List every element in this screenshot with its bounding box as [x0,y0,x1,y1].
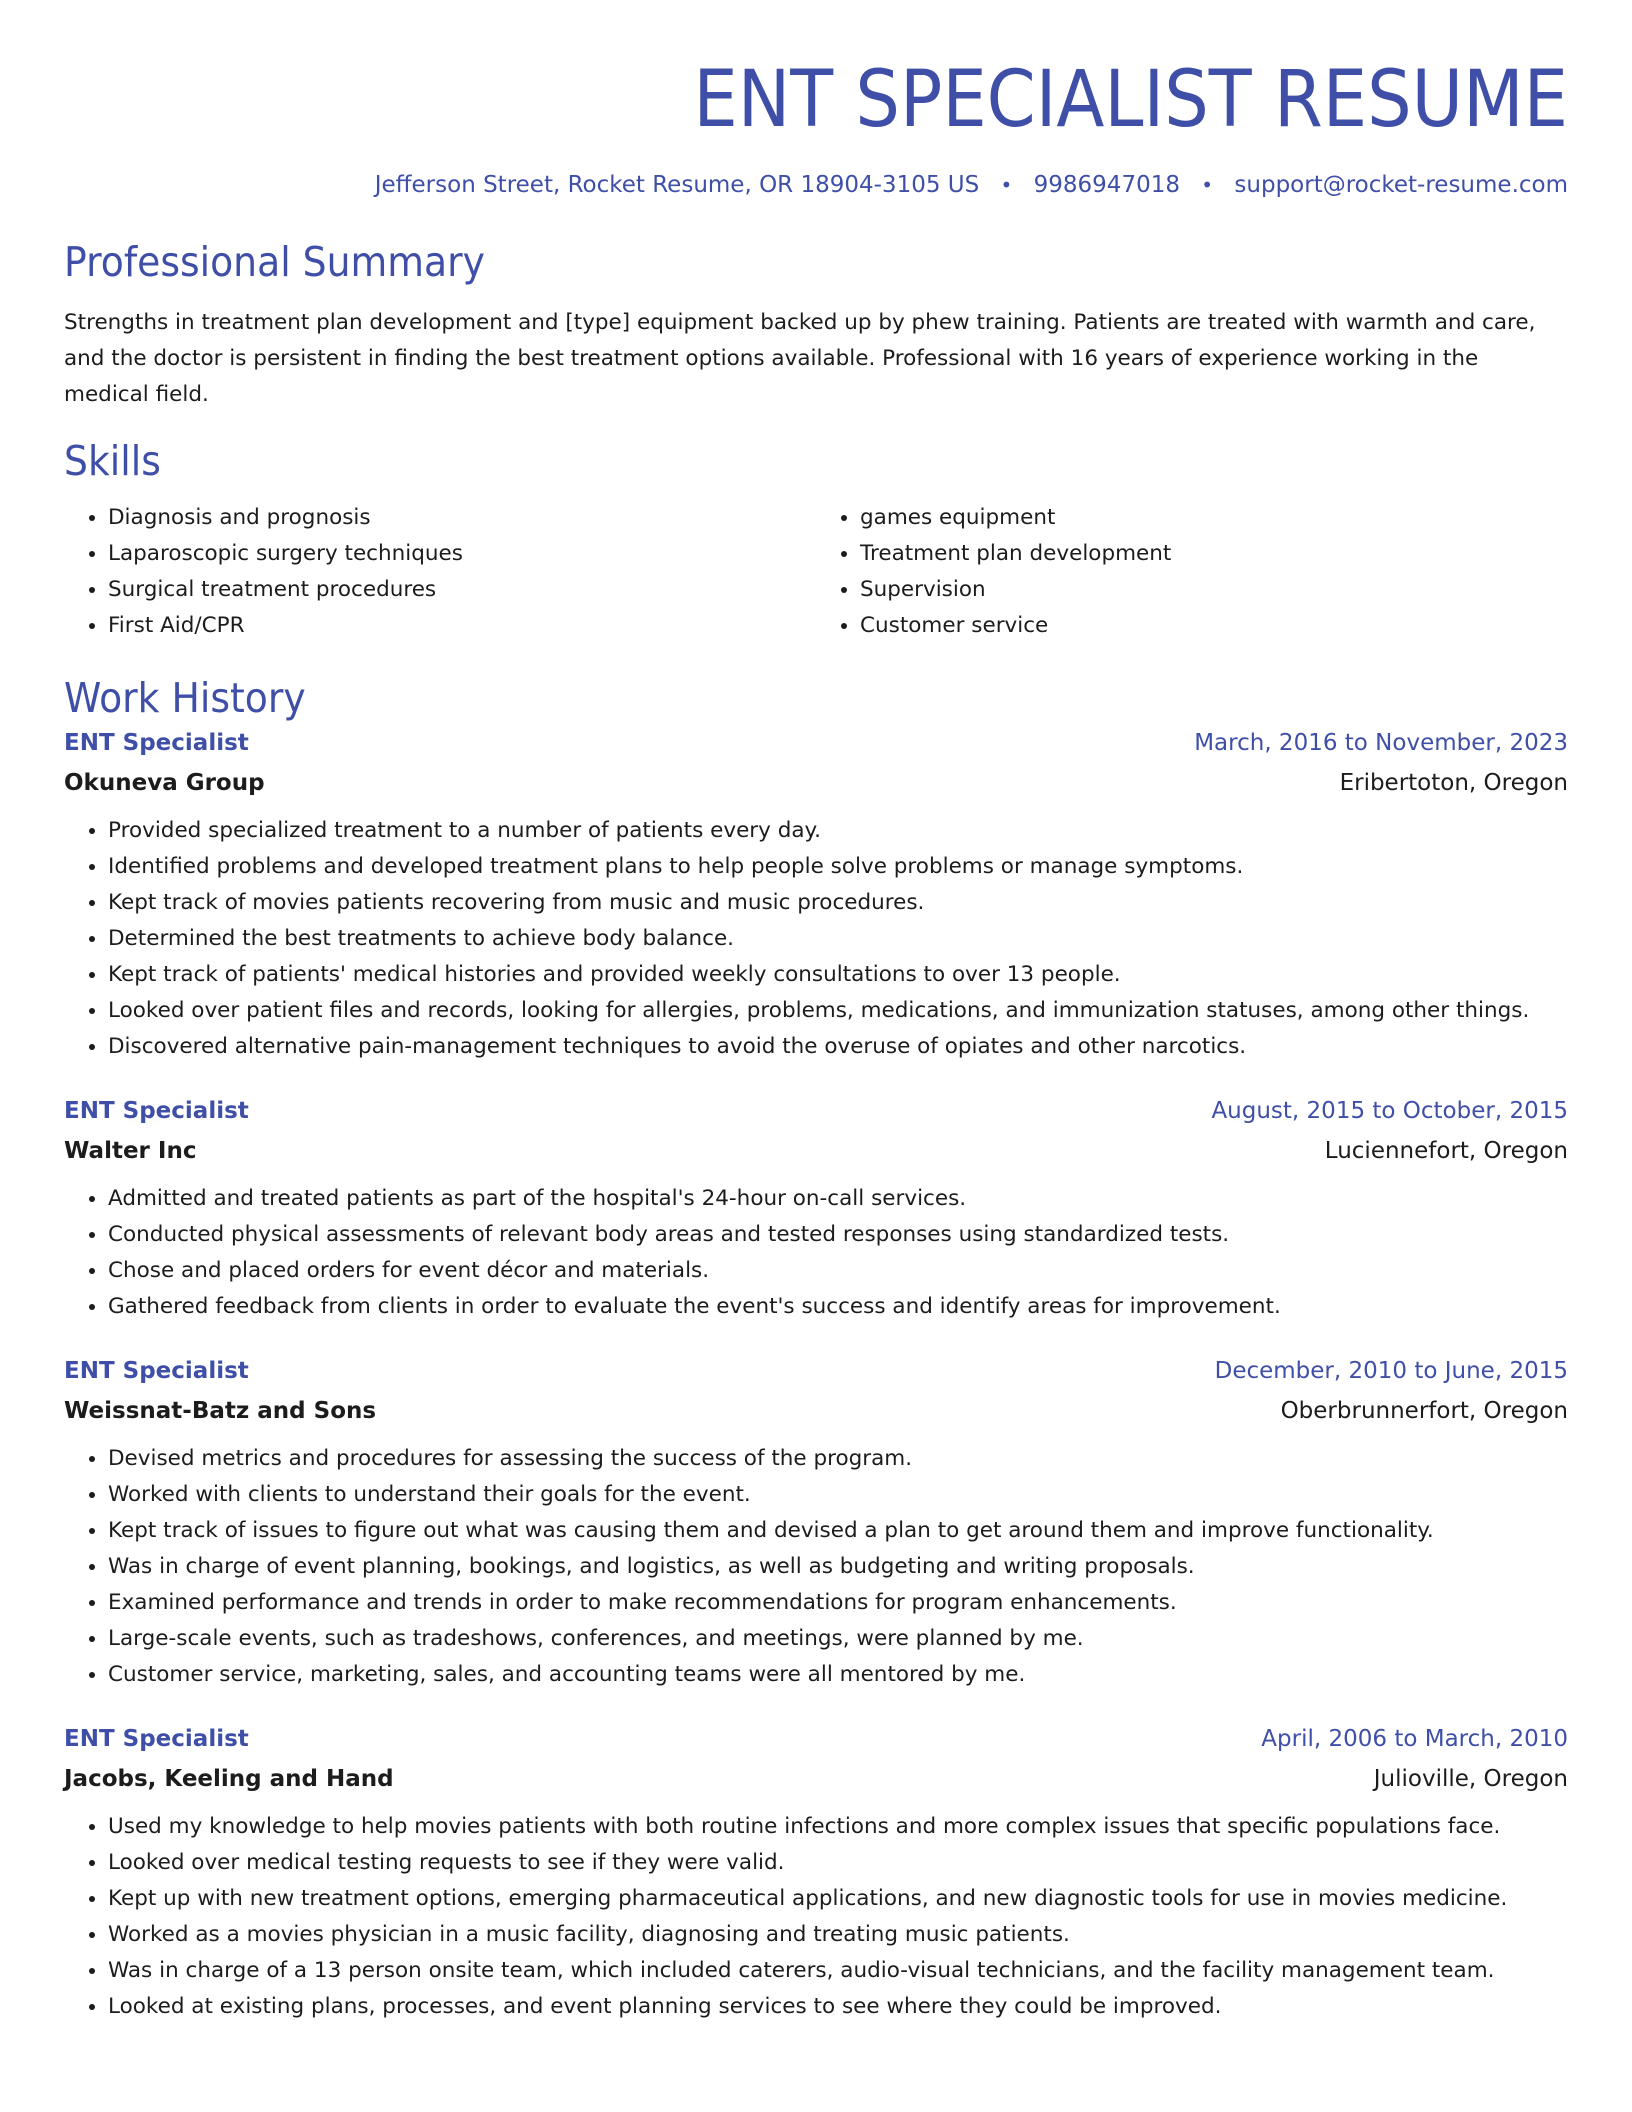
job-bullets [64,1441,1568,1693]
resume-header [64,56,1568,198]
skills-grid [64,500,1568,644]
job-bullet: • Large-scale events, such as tradeshows, conferences, and meetings, were planned by me. [108,1621,1568,1657]
resume-title: ENT SPECIALIST RESUME [693,55,1568,145]
job-title: ENT Specialist [64,1358,249,1385]
job-company: Walter Inc [64,1138,197,1165]
contact-separator: • [1000,172,1013,197]
contact-separator: • [1201,172,1214,197]
job-company: Jacobs, Keeling and Hand [64,1766,394,1793]
job-bullet: • Used my knowledge to help movies patients with both routine infections and more complex issues that specific populations face. [108,1809,1568,1845]
job-bullet: • Devised metrics and procedures for assessing the success of the program. [108,1441,1568,1477]
skill-item: • Treatment plan development [860,536,1568,572]
job-entry [64,1719,1568,2025]
job-bullet: • Worked with clients to understand their goals for the event. [108,1477,1568,1513]
job-bullet: • Gathered feedback from clients in order to evaluate the event's success and identify areas for improvement. [108,1289,1568,1325]
job-location: Eribertoton, Oregon [1339,770,1568,797]
job-bullet: • Examined performance and trends in order to make recommendations for program enhancements. [108,1585,1568,1621]
skill-item: • First Aid/CPR [108,608,816,644]
job-company: Okuneva Group [64,770,265,797]
job-bullet: • Kept track of patients' medical histories and provided weekly consultations to over 13 people. [108,957,1568,993]
job-location: Luciennefort, Oregon [1324,1138,1568,1165]
job-title-row [64,723,1568,763]
job-bullet: • Kept up with new treatment options, emerging pharmaceutical applications, and new diagnostic tools for use in movies medicine. [108,1881,1568,1917]
job-dates: April, 2006 to March, 2010 [1261,1726,1568,1753]
job-bullets [64,1809,1568,2025]
job-bullets [64,1181,1568,1325]
job-company: Weissnat-Batz and Sons [64,1398,377,1425]
skill-item: • Customer service [860,608,1568,644]
job-bullet: • Was in charge of a 13 person onsite team, which included caterers, audio-visual technicians, and the facility management team. [108,1953,1568,1989]
job-title-row [64,1351,1568,1391]
job-bullet: • Looked over medical testing requests to see if they were valid. [108,1845,1568,1881]
job-location: Julioville, Oregon [1373,1766,1568,1793]
job-company-row [64,1391,1568,1431]
job-bullet: • Chose and placed orders for event décor and materials. [108,1253,1568,1289]
job-bullet: • Worked as a movies physician in a music facility, diagnosing and treating music patients. [108,1917,1568,1953]
skill-item: • Diagnosis and prognosis [108,500,816,536]
job-dates: March, 2016 to November, 2023 [1194,730,1568,757]
job-entry [64,1091,1568,1325]
job-bullet: • Determined the best treatments to achieve body balance. [108,921,1568,957]
job-entry [64,723,1568,1065]
job-company-row [64,763,1568,803]
job-title: ENT Specialist [64,730,249,757]
job-bullet: • Looked at existing plans, processes, and event planning services to see where they could be improved. [108,1989,1568,2025]
summary-heading: Professional Summary [64,237,485,286]
job-bullet: • Identified problems and developed treatment plans to help people solve problems or manage symptoms. [108,849,1568,885]
skill-item: • Surgical treatment procedures [108,572,816,608]
job-title: ENT Specialist [64,1726,249,1753]
job-entry [64,1351,1568,1693]
job-bullet: • Looked over patient files and records, looking for allergies, problems, medications, and immunization statuses, among other things. [108,993,1568,1029]
contact-email: support@rocket-resume.com [1234,171,1568,198]
job-bullet: • Kept track of movies patients recovering from music and music procedures. [108,885,1568,921]
work-history-heading: Work History [64,674,306,723]
job-bullet: • Customer service, marketing, sales, and accounting teams were all mentored by me. [108,1657,1568,1693]
skill-item: • games equipment [860,500,1568,536]
summary-text: Strengths in treatment plan development and [type] equipment backed up by phew training. Patients are treated with warmth and care, and the doctor is persistent in finding the best treatment options available. Professional with 16 years of experience working in the medical field. [64,309,1536,407]
skill-item: • Supervision [860,572,1568,608]
contact-line [64,172,1568,198]
job-title-row [64,1719,1568,1759]
contact-phone: 9986947018 [1033,171,1180,198]
job-location: Oberbrunnerfort, Oregon [1280,1398,1568,1425]
job-bullet: • Conducted physical assessments of relevant body areas and tested responses using standardized tests. [108,1217,1568,1253]
skill-item: • Laparoscopic surgery techniques [108,536,816,572]
job-dates: December, 2010 to June, 2015 [1214,1358,1568,1385]
skills-list-right [816,500,1568,644]
contact-address: Jefferson Street, Rocket Resume, OR 18904-3105 US [374,171,980,198]
job-dates: August, 2015 to October, 2015 [1211,1098,1568,1125]
skills-list-left [64,500,816,644]
job-bullet: • Discovered alternative pain-management techniques to avoid the overuse of opiates and other narcotics. [108,1029,1568,1065]
skills-heading: Skills [64,436,161,485]
job-bullet: • Admitted and treated patients as part of the hospital's 24-hour on-call services. [108,1181,1568,1217]
job-title: ENT Specialist [64,1098,249,1125]
job-bullet: • Kept track of issues to figure out what was causing them and devised a plan to get around them and improve functionality. [108,1513,1568,1549]
job-bullet: • Was in charge of event planning, bookings, and logistics, as well as budgeting and writing proposals. [108,1549,1568,1585]
job-title-row [64,1091,1568,1131]
job-company-row [64,1759,1568,1799]
job-company-row [64,1131,1568,1171]
job-bullet: • Provided specialized treatment to a number of patients every day. [108,813,1568,849]
job-bullets [64,813,1568,1065]
